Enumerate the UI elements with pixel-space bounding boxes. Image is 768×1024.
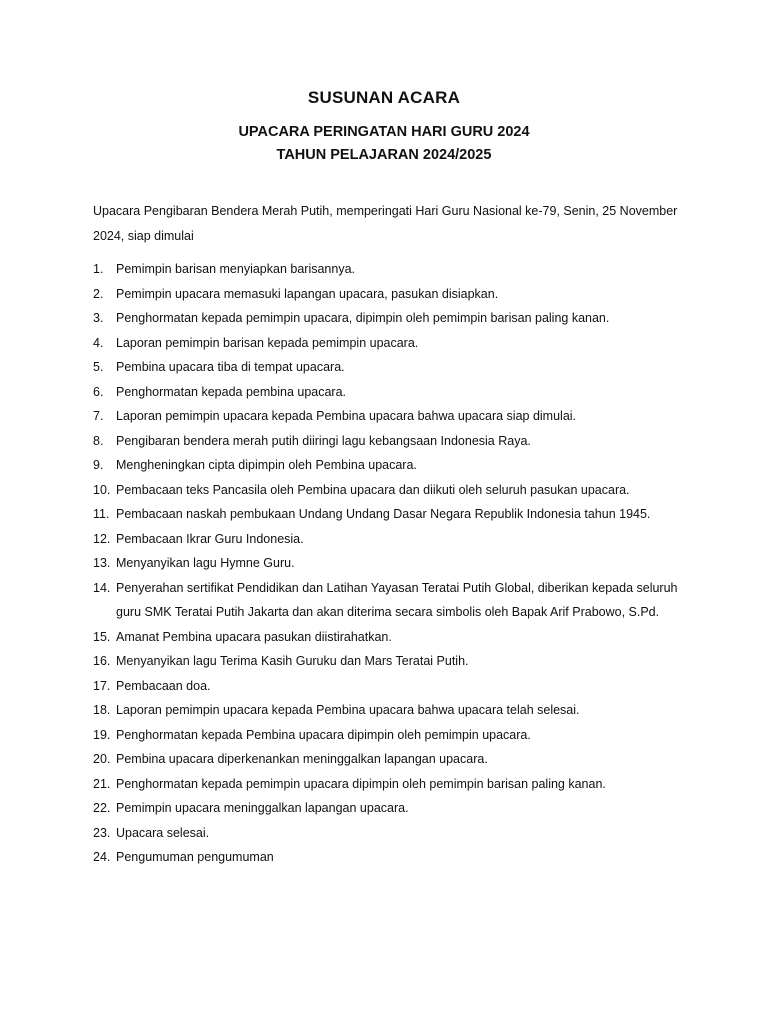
- agenda-item-text: Penghormatan kepada Pembina upacara dipimpin oleh pemimpin upacara.: [116, 727, 531, 742]
- agenda-item-text: Pemimpin upacara memasuki lapangan upacara, pasukan disiapkan.: [116, 286, 499, 301]
- agenda-item-text: Mengheningkan cipta dipimpin oleh Pembina upacara.: [116, 458, 417, 472]
- document-title: SUSUNAN ACARA: [307, 88, 461, 107]
- agenda-item: [93, 551, 683, 576]
- agenda-item-number: 15.: [93, 629, 111, 644]
- agenda-item-text: Pengibaran bendera merah putih diiringi lagu kebangsaan Indonesia Raya.: [116, 433, 531, 448]
- agenda-item: [93, 502, 683, 527]
- agenda-item: [93, 306, 683, 331]
- agenda-item: [93, 747, 683, 772]
- agenda-item-text: Laporan pemimpin barisan kepada pemimpin upacara.: [116, 335, 419, 350]
- agenda-item-text: Penghormatan kepada pembina upacara.: [116, 384, 347, 399]
- document-subtitle-line2: TAHUN PELAJARAN 2024/2025: [276, 147, 492, 163]
- agenda-item-text: Menyanyikan lagu Hymne Guru.: [116, 556, 295, 570]
- agenda-item: [93, 698, 683, 723]
- document-subtitle-line1: UPACARA PERINGATAN HARI GURU 2024: [238, 124, 530, 140]
- agenda-item: [93, 478, 683, 503]
- agenda-item: [93, 527, 683, 552]
- agenda-item-number: 19.: [93, 727, 111, 742]
- agenda-item: [93, 821, 683, 846]
- agenda-item: [93, 723, 683, 748]
- agenda-item: [93, 331, 683, 356]
- agenda-item: [93, 453, 683, 478]
- agenda-item-number: 22.: [93, 801, 111, 815]
- agenda-item: [93, 625, 683, 650]
- agenda-item: [93, 674, 683, 699]
- agenda-item: [93, 355, 683, 380]
- agenda-item: [93, 380, 683, 405]
- agenda-item-text: Pemimpin barisan menyiapkan barisannya.: [116, 262, 356, 276]
- intro-paragraph: Upacara Pengibaran Bendera Merah Putih, memperingati Hari Guru Nasional ke-79, Senin, 25 November 2024, siap dimulai: [93, 204, 678, 243]
- agenda-list: [93, 257, 683, 870]
- agenda-item-number: 9.: [93, 458, 104, 472]
- agenda-item-text: Pembina upacara diperkenankan meninggalkan lapangan upacara.: [116, 752, 488, 766]
- agenda-item-number: 5.: [93, 360, 104, 374]
- agenda-item-text: Laporan pemimpin upacara kepada Pembina upacara bahwa upacara siap dimulai.: [116, 409, 577, 423]
- agenda-item-number: 2.: [93, 286, 104, 301]
- agenda-item-number: 18.: [93, 703, 111, 717]
- agenda-item-number: 14.: [93, 580, 111, 595]
- agenda-item: [93, 772, 683, 797]
- agenda-item-number: 8.: [93, 433, 104, 448]
- agenda-item-text: Pengumuman pengumuman: [116, 850, 274, 864]
- agenda-item-number: 3.: [93, 311, 104, 325]
- agenda-item: [93, 796, 683, 821]
- agenda-item: [93, 257, 683, 282]
- agenda-item-number: 12.: [93, 531, 111, 546]
- agenda-item: [93, 576, 683, 625]
- agenda-item-number: 21.: [93, 776, 111, 791]
- agenda-item-text: Amanat Pembina upacara pasukan diistirahatkan.: [116, 629, 392, 644]
- agenda-item-number: 7.: [93, 409, 104, 423]
- agenda-item-number: 16.: [93, 654, 111, 668]
- agenda-item-text: Pembacaan naskah pembukaan Undang Undang Dasar Negara Republik Indonesia tahun 1945.: [116, 507, 651, 521]
- agenda-item-text: Menyanyikan lagu Terima Kasih Guruku dan Mars Teratai Putih.: [116, 654, 469, 668]
- agenda-item-number: 20.: [93, 752, 111, 766]
- agenda-item-number: 11.: [93, 507, 110, 521]
- agenda-item-number: 4.: [93, 335, 104, 350]
- agenda-item-text: Pembacaan doa.: [116, 678, 211, 693]
- agenda-item-text: Pemimpin upacara meninggalkan lapangan upacara.: [116, 801, 409, 815]
- agenda-item-number: 10.: [93, 482, 111, 497]
- agenda-item-text: Upacara selesai.: [116, 825, 210, 840]
- agenda-item-text: Penyerahan sertifikat Pendidikan dan Latihan Yayasan Teratai Putih Global, diberikan kepada seluruh guru SMK Teratai Putih Jakarta dan akan diterima secara simbolis oleh Bapak Arif Prabowo, S.Pd.: [116, 580, 678, 619]
- agenda-item: [93, 845, 683, 870]
- agenda-item-text: Pembina upacara tiba di tempat upacara.: [116, 360, 345, 374]
- agenda-item-text: Penghormatan kepada pemimpin upacara dipimpin oleh pemimpin barisan paling kanan.: [116, 776, 606, 791]
- agenda-item-text: Penghormatan kepada pemimpin upacara, dipimpin oleh pemimpin barisan paling kanan.: [116, 311, 610, 325]
- agenda-item-number: 1.: [93, 262, 104, 276]
- agenda-item-text: Laporan pemimpin upacara kepada Pembina upacara bahwa upacara telah selesai.: [116, 703, 580, 717]
- agenda-item: [93, 429, 683, 454]
- agenda-item: [93, 404, 683, 429]
- agenda-item-number: 24.: [93, 850, 111, 864]
- agenda-item-text: Pembacaan Ikrar Guru Indonesia.: [116, 531, 304, 546]
- agenda-item: [93, 282, 683, 307]
- agenda-item-number: 6.: [93, 384, 104, 399]
- agenda-item-text: Pembacaan teks Pancasila oleh Pembina upacara dan diikuti oleh seluruh pasukan upacara.: [116, 482, 630, 497]
- agenda-item: [93, 649, 683, 674]
- agenda-item-number: 23.: [93, 825, 111, 840]
- agenda-item-number: 17.: [93, 678, 111, 693]
- agenda-item-number: 13.: [93, 556, 111, 570]
